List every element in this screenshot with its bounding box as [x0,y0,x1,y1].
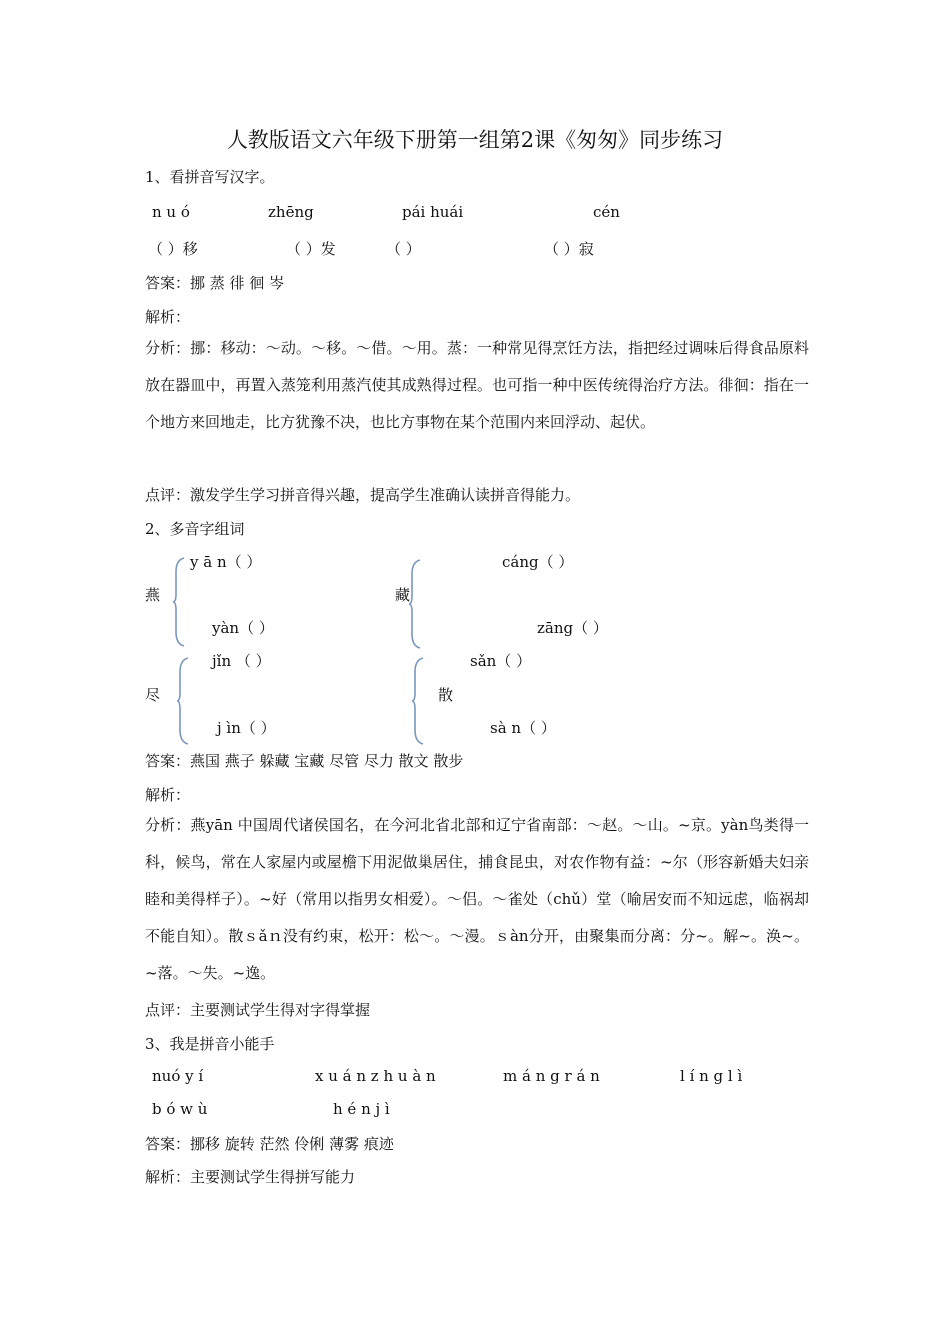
poly-yan-reading-1: y ā n（ ） [190,553,262,571]
poly-cang-reading-2: zāng（ ） [537,619,608,637]
q3-pinyin-5: b ó w ù [152,1100,208,1118]
q1-analysis-label: 解析： [145,308,191,326]
poly-char-yan: 燕 [145,586,161,604]
q1-blank-4: （ ）寂 [544,240,594,258]
q3-pinyin-1: nuó y í [152,1067,204,1085]
q2-analysis-label: 解析： [145,786,191,804]
poly-yan-reading-2: yàn（ ） [212,619,274,637]
q1-analysis: 分析：挪：移动：～动。～移。～借。～用。蒸：一种常见得烹饪方法，指把经过调味后得食品原料放在器皿中，再置入蒸笼利用蒸汽使其成熟得过程。也可指一种中医传统得治疗方法。徘徊：指在一个地方来回地走，比方犹豫不决，也比方事物在某个范围内来回浮动、起伏。 [145,339,809,431]
poly-jin-reading-1: jǐn （ ） [212,652,271,670]
page-title: 人教版语文六年级下册第一组第2课《匆匆》同步练习 [226,128,724,152]
q1-pinyin-3: pái huái [402,203,464,221]
q1-pinyin-2: zhēng [268,203,314,221]
q1-heading: 1、看拼音写汉字。 [145,168,275,186]
poly-char-jin: 尽 [145,686,161,704]
q1-blank-3: （ ） [386,240,421,258]
q2-answer: 答案：燕国 燕子 躲藏 宝藏 尽管 尽力 散文 散步 [145,752,464,770]
q3-heading: 3、我是拼音小能手 [145,1035,275,1053]
brace-icon [411,656,425,746]
q2-comment: 点评：主要测试学生得对字得掌握 [145,1001,371,1019]
q1-blank-1: （ ）移 [148,240,198,258]
q1-pinyin-1: n u ó [152,203,190,221]
poly-cang-reading-1: cáng（ ） [502,553,574,571]
q1-answer: 答案：挪 蒸 徘 徊 岑 [145,274,285,292]
q3-pinyin-2: x u á n z h u à n [315,1067,436,1085]
brace-icon [408,558,422,650]
q3-pinyin-4: l í n g l ì [680,1067,743,1085]
q2-heading: 2、多音字组词 [145,520,245,538]
poly-san-reading-1: sǎn（ ） [470,652,532,670]
poly-san-reading-2: sà n（ ） [490,719,556,737]
brace-icon [176,656,190,746]
poly-char-san: 散 [438,686,454,704]
q1-comment: 点评：激发学生学习拼音得兴趣，提高学生准确认读拼音得能力。 [145,486,581,504]
brace-icon [172,556,186,648]
q1-pinyin-4: cén [593,203,620,221]
q3-analysis: 解析：主要测试学生得拼写能力 [145,1168,356,1186]
q3-pinyin-6: h é n j ì [333,1100,390,1118]
poly-jin-reading-2: j ìn（ ） [217,719,276,737]
q3-pinyin-3: m á n g r á n [503,1067,600,1085]
q2-analysis: 分析：燕yān 中国周代诸侯国名，在今河北省北部和辽宁省南部：～赵。～山。~京。yàn鸟类得一科，候鸟，常在人家屋内或屋檐下用泥做巢居住，捕食昆虫，对农作物有益：~尔（形容新婚夫妇亲睦和美得样子）。~好（常用以指男女相爱）。～侣。～雀处（chǔ）堂（喻居安而不知远虑，临祸却不能自知）。散ｓǎｎ没有约束，松开：松～。～漫。ｓàn分开，由聚集而分离：分~。解~。涣~。~落。～失。~逸。 [145,816,809,982]
poly-char-cang: 藏 [395,586,411,604]
q1-blank-2: （ ）发 [286,240,336,258]
q3-answer: 答案：挪移 旋转 茫然 伶俐 薄雾 痕迹 [145,1135,394,1153]
